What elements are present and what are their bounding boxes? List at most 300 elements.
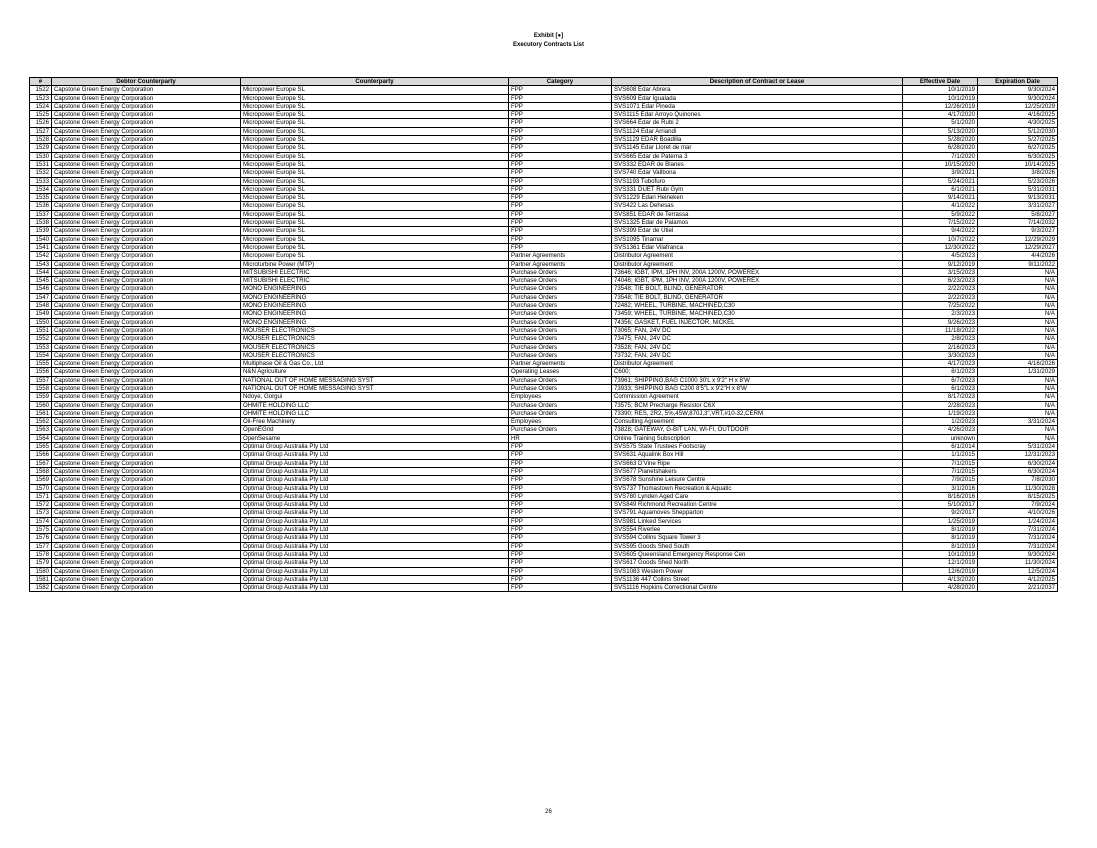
cell-effective-date: 3/1/2016: [903, 484, 978, 492]
cell-expiration-date: 1/31/2029: [978, 368, 1058, 376]
cell-effective-date: 12/26/2019: [903, 102, 978, 110]
cell-description: SVS851 EDAR de Terrassa: [612, 210, 903, 218]
cell-description: SVS594 Collins Square Tower 3: [612, 534, 903, 542]
cell-category: FPP: [509, 127, 612, 135]
cell-description: SVS1145 Edar Lloret de mar: [612, 144, 903, 152]
cell-effective-date: 8/1/2019: [903, 526, 978, 534]
table-row: [30, 127, 1058, 135]
cell-counterparty: Optimal Group Australia Pty Ltd: [241, 451, 509, 459]
table-row: [30, 418, 1058, 426]
cell-debtor-counterparty: Capstone Green Energy Corporation: [52, 517, 241, 525]
cell-category: FPP: [509, 509, 612, 517]
cell-debtor-counterparty: Capstone Green Energy Corporation: [52, 335, 241, 343]
cell-expiration-date: N/A: [978, 302, 1058, 310]
page-number: 26: [545, 809, 552, 815]
cell-effective-date: 5/10/2017: [903, 501, 978, 509]
cell-counterparty: Optimal Group Australia Pty Ltd: [241, 467, 509, 475]
cell-category: HR: [509, 434, 612, 442]
cell-expiration-date: 5/31/2024: [978, 443, 1058, 451]
cell-category: Employees: [509, 393, 612, 401]
cell-effective-date: 9/12/2019: [903, 260, 978, 268]
cell-index: 1558: [30, 384, 52, 392]
cell-debtor-counterparty: Capstone Green Energy Corporation: [52, 268, 241, 276]
cell-debtor-counterparty: Capstone Green Energy Corporation: [52, 102, 241, 110]
table-row: [30, 219, 1058, 227]
document-title: Exhibit [●]: [533, 33, 564, 39]
cell-expiration-date: N/A: [978, 376, 1058, 384]
cell-index: 1564: [30, 434, 52, 442]
cell-counterparty: Optimal Group Australia Pty Ltd: [241, 534, 509, 542]
table-header-row: [30, 78, 1058, 86]
cell-expiration-date: 5/27/2025: [978, 136, 1058, 144]
cell-category: FPP: [509, 517, 612, 525]
table-row: [30, 285, 1058, 293]
cell-category: FPP: [509, 467, 612, 475]
cell-effective-date: 1/1/2015: [903, 451, 978, 459]
cell-counterparty: Micropower Europe SL: [241, 210, 509, 218]
cell-index: 1556: [30, 368, 52, 376]
cell-index: 1527: [30, 127, 52, 135]
cell-counterparty: OpenEGrid: [241, 426, 509, 434]
cell-effective-date: 8/16/2016: [903, 492, 978, 500]
cell-counterparty: MITSUBISHI ELECTRIC: [241, 268, 509, 276]
cell-description: Commission Agreement: [612, 393, 903, 401]
cell-description: Distributor Agreement: [612, 360, 903, 368]
cell-debtor-counterparty: Capstone Green Energy Corporation: [52, 509, 241, 517]
cell-category: FPP: [509, 484, 612, 492]
cell-description: SVS595 Goods Shed South: [612, 542, 903, 550]
cell-counterparty: Optimal Group Australia Pty Ltd: [241, 509, 509, 517]
cell-effective-date: 8/1/2023: [903, 368, 978, 376]
cell-effective-date: 9/14/2021: [903, 194, 978, 202]
table-row: [30, 401, 1058, 409]
table-row: [30, 86, 1058, 94]
cell-expiration-date: 7/31/2024: [978, 542, 1058, 550]
cell-effective-date: 2/22/2023: [903, 285, 978, 293]
cell-counterparty: Micropower Europe SL: [241, 169, 509, 177]
cell-counterparty: Micropower Europe SL: [241, 177, 509, 185]
cell-description: Online Training Subscription: [612, 434, 903, 442]
cell-description: SVS1115 Edar Arroyo Quinones: [612, 111, 903, 119]
cell-description: 74046; IGBT, IPM, 1PH INV, 200A 1200V, POWEREX: [612, 277, 903, 285]
cell-effective-date: 7/1/2015: [903, 467, 978, 475]
cell-category: FPP: [509, 202, 612, 210]
table-row: [30, 293, 1058, 301]
cell-description: SVS554 Riverlee: [612, 526, 903, 534]
cell-description: SVS849 Richmond Recreation Centre: [612, 501, 903, 509]
cell-description: SVS1193 Tubofuro: [612, 177, 903, 185]
table-row: [30, 476, 1058, 484]
cell-category: FPP: [509, 160, 612, 168]
cell-index: 1554: [30, 351, 52, 359]
cell-expiration-date: N/A: [978, 326, 1058, 334]
cell-index: 1573: [30, 509, 52, 517]
cell-index: 1528: [30, 136, 52, 144]
table-row: [30, 484, 1058, 492]
table-row: [30, 343, 1058, 351]
cell-counterparty: Optimal Group Australia Pty Ltd: [241, 550, 509, 558]
cell-effective-date: 1/2/2023: [903, 418, 978, 426]
table-row: [30, 467, 1058, 475]
cell-index: 1526: [30, 119, 52, 127]
cell-effective-date: 9/4/2022: [903, 227, 978, 235]
cell-counterparty: Optimal Group Australia Pty Ltd: [241, 542, 509, 550]
cell-expiration-date: N/A: [978, 393, 1058, 401]
cell-effective-date: 8/1/2019: [903, 534, 978, 542]
cell-description: SVS981 Linked Services: [612, 517, 903, 525]
cell-index: 1534: [30, 185, 52, 193]
table-row: [30, 434, 1058, 442]
cell-category: FPP: [509, 492, 612, 500]
cell-counterparty: Micropower Europe SL: [241, 185, 509, 193]
cell-counterparty: OpenSesame: [241, 434, 509, 442]
cell-debtor-counterparty: Capstone Green Energy Corporation: [52, 326, 241, 334]
cell-debtor-counterparty: Capstone Green Energy Corporation: [52, 194, 241, 202]
cell-debtor-counterparty: Capstone Green Energy Corporation: [52, 426, 241, 434]
cell-index: 1580: [30, 567, 52, 575]
cell-expiration-date: 10/14/2025: [978, 160, 1058, 168]
cell-description: SVS608 Edar Abrera: [612, 86, 903, 94]
cell-description: 73732; FAN, 24V DC: [612, 351, 903, 359]
cell-index: 1524: [30, 102, 52, 110]
table-row: [30, 534, 1058, 542]
cell-description: SVS780 Lynden Aged Care: [612, 492, 903, 500]
cell-index: 1548: [30, 302, 52, 310]
cell-index: 1550: [30, 318, 52, 326]
cell-counterparty: Optimal Group Australia Pty Ltd: [241, 559, 509, 567]
cell-category: FPP: [509, 185, 612, 193]
cell-index: 1537: [30, 210, 52, 218]
column-header-counterparty: Counterparty: [241, 78, 509, 86]
cell-debtor-counterparty: Capstone Green Energy Corporation: [52, 492, 241, 500]
cell-description: 73548; TIE BOLT, BLIND, GENERATOR: [612, 285, 903, 293]
cell-debtor-counterparty: Capstone Green Energy Corporation: [52, 227, 241, 235]
cell-category: FPP: [509, 119, 612, 127]
cell-category: FPP: [509, 243, 612, 251]
cell-description: Distributor Agreement: [612, 260, 903, 268]
cell-effective-date: 12/1/2019: [903, 559, 978, 567]
cell-counterparty: MOUSER ELECTRONICS: [241, 335, 509, 343]
cell-index: 1569: [30, 476, 52, 484]
cell-index: 1533: [30, 177, 52, 185]
cell-counterparty: Micropower Europe SL: [241, 111, 509, 119]
cell-category: Purchase Orders: [509, 277, 612, 285]
cell-description: SVS575 State Trustees Footscray: [612, 443, 903, 451]
cell-debtor-counterparty: Capstone Green Energy Corporation: [52, 86, 241, 94]
cell-description: SVS617 Goods Shed North: [612, 559, 903, 567]
cell-debtor-counterparty: Capstone Green Energy Corporation: [52, 177, 241, 185]
table-row: [30, 310, 1058, 318]
cell-expiration-date: 6/30/2025: [978, 152, 1058, 160]
cell-expiration-date: 5/12/2030: [978, 127, 1058, 135]
cell-description: SVS677 Planetshakers: [612, 467, 903, 475]
cell-description: 73528; FAN, 24V DC: [612, 343, 903, 351]
cell-counterparty: MONO ENGINEERING: [241, 318, 509, 326]
cell-counterparty: MONO ENGINEERING: [241, 293, 509, 301]
cell-debtor-counterparty: Capstone Green Energy Corporation: [52, 459, 241, 467]
cell-category: Purchase Orders: [509, 318, 612, 326]
cell-effective-date: 6/1/2021: [903, 185, 978, 193]
cell-counterparty: Micropower Europe SL: [241, 152, 509, 160]
table-row: [30, 102, 1058, 110]
cell-expiration-date: 12/25/2029: [978, 102, 1058, 110]
cell-expiration-date: 4/12/2025: [978, 575, 1058, 583]
cell-effective-date: 5/28/2020: [903, 136, 978, 144]
cell-expiration-date: 5/23/2026: [978, 177, 1058, 185]
cell-debtor-counterparty: Capstone Green Energy Corporation: [52, 559, 241, 567]
cell-category: Partner Agreements: [509, 260, 612, 268]
cell-expiration-date: 12/29/2029: [978, 235, 1058, 243]
cell-counterparty: NATIONAL OUT OF HOME MESSAGING SYST: [241, 376, 509, 384]
cell-debtor-counterparty: Capstone Green Energy Corporation: [52, 302, 241, 310]
cell-description: SVS1325 Edar de Palamos: [612, 219, 903, 227]
cell-counterparty: Micropower Europe SL: [241, 219, 509, 227]
cell-expiration-date: N/A: [978, 335, 1058, 343]
cell-counterparty: MOUSER ELECTRONICS: [241, 343, 509, 351]
cell-counterparty: Micropower Europe SL: [241, 86, 509, 94]
cell-description: 73933; SHIPPING BAG C200 8'5"L x 9'2"H x 8'W: [612, 384, 903, 392]
cell-effective-date: 6/1/2014: [903, 443, 978, 451]
cell-expiration-date: 2/21/2037: [978, 584, 1058, 592]
table-row: [30, 227, 1058, 235]
cell-description: SVS1071 Edar Pineda: [612, 102, 903, 110]
table-row: [30, 393, 1058, 401]
cell-counterparty: Optimal Group Australia Pty Ltd: [241, 476, 509, 484]
cell-index: 1557: [30, 376, 52, 384]
cell-counterparty: Microturbine Power (MTP): [241, 260, 509, 268]
cell-debtor-counterparty: Capstone Green Energy Corporation: [52, 401, 241, 409]
cell-effective-date: 2/22/2023: [903, 293, 978, 301]
cell-index: 1551: [30, 326, 52, 334]
cell-category: Partner Agreements: [509, 252, 612, 260]
cell-description: Consulting Agreement: [612, 418, 903, 426]
cell-expiration-date: 9/11/2022: [978, 260, 1058, 268]
cell-description: SVS332 EDAR de Blanes: [612, 160, 903, 168]
cell-index: 1543: [30, 260, 52, 268]
table-row: [30, 169, 1058, 177]
cell-effective-date: 9/2/2017: [903, 509, 978, 517]
table-row: [30, 526, 1058, 534]
cell-category: FPP: [509, 169, 612, 177]
cell-debtor-counterparty: Capstone Green Energy Corporation: [52, 285, 241, 293]
cell-effective-date: 4/13/2020: [903, 575, 978, 583]
cell-expiration-date: 9/30/2024: [978, 86, 1058, 94]
cell-category: FPP: [509, 550, 612, 558]
cell-expiration-date: 7/14/2032: [978, 219, 1058, 227]
cell-effective-date: 1/25/2019: [903, 517, 978, 525]
cell-debtor-counterparty: Capstone Green Energy Corporation: [52, 185, 241, 193]
cell-expiration-date: N/A: [978, 401, 1058, 409]
table-row: [30, 575, 1058, 583]
cell-counterparty: Micropower Europe SL: [241, 144, 509, 152]
cell-counterparty: Micropower Europe SL: [241, 252, 509, 260]
cell-debtor-counterparty: Capstone Green Energy Corporation: [52, 260, 241, 268]
cell-counterparty: Micropower Europe SL: [241, 243, 509, 251]
cell-debtor-counterparty: Capstone Green Energy Corporation: [52, 501, 241, 509]
cell-effective-date: 5/24/2021: [903, 177, 978, 185]
cell-index: 1538: [30, 219, 52, 227]
cell-debtor-counterparty: Capstone Green Energy Corporation: [52, 567, 241, 575]
cell-description: SVS791 Aquamoves Shepparton: [612, 509, 903, 517]
table-row: [30, 144, 1058, 152]
cell-debtor-counterparty: Capstone Green Energy Corporation: [52, 351, 241, 359]
cell-expiration-date: N/A: [978, 277, 1058, 285]
cell-debtor-counterparty: Capstone Green Energy Corporation: [52, 310, 241, 318]
cell-effective-date: 3/30/2023: [903, 351, 978, 359]
cell-index: 1539: [30, 227, 52, 235]
cell-description: SVS609 Edar Igualada: [612, 94, 903, 102]
cell-category: Purchase Orders: [509, 310, 612, 318]
cell-category: FPP: [509, 534, 612, 542]
cell-effective-date: 4/1/2022: [903, 202, 978, 210]
cell-expiration-date: N/A: [978, 426, 1058, 434]
cell-expiration-date: 12/5/2024: [978, 567, 1058, 575]
cell-effective-date: 10/1/2019: [903, 94, 978, 102]
cell-category: Purchase Orders: [509, 343, 612, 351]
cell-description: SVS1136 447 Collins Street: [612, 575, 903, 583]
cell-debtor-counterparty: Capstone Green Energy Corporation: [52, 219, 241, 227]
cell-debtor-counterparty: Capstone Green Energy Corporation: [52, 343, 241, 351]
cell-effective-date: unknown: [903, 434, 978, 442]
table-row: [30, 160, 1058, 168]
table-row: [30, 318, 1058, 326]
cell-index: 1540: [30, 235, 52, 243]
cell-description: 72482; WHEEL, TURBINE, MACHINED,C30: [612, 302, 903, 310]
cell-description: SVS665 Edar de Paterna 3: [612, 152, 903, 160]
table-row: [30, 268, 1058, 276]
cell-category: FPP: [509, 575, 612, 583]
table-row: [30, 335, 1058, 343]
cell-effective-date: 4/5/2023: [903, 252, 978, 260]
cell-debtor-counterparty: Capstone Green Energy Corporation: [52, 293, 241, 301]
cell-expiration-date: 4/4/2026: [978, 252, 1058, 260]
cell-debtor-counterparty: Capstone Green Energy Corporation: [52, 434, 241, 442]
cell-index: 1571: [30, 492, 52, 500]
cell-description: SVS1129 EDAR Boadilla: [612, 136, 903, 144]
cell-debtor-counterparty: Capstone Green Energy Corporation: [52, 136, 241, 144]
column-header-debtor-counterparty: Debtor Counterparty: [52, 78, 241, 86]
cell-effective-date: 7/15/2022: [903, 219, 978, 227]
cell-counterparty: Micropower Europe SL: [241, 127, 509, 135]
cell-expiration-date: 3/8/2026: [978, 169, 1058, 177]
cell-description: 73065; FAN, 24V DC: [612, 326, 903, 334]
table-row: [30, 185, 1058, 193]
table-body: [30, 86, 1058, 592]
cell-counterparty: Micropower Europe SL: [241, 202, 509, 210]
cell-expiration-date: N/A: [978, 310, 1058, 318]
cell-expiration-date: 11/30/2028: [978, 484, 1058, 492]
cell-category: FPP: [509, 210, 612, 218]
cell-effective-date: 4/17/2020: [903, 111, 978, 119]
cell-index: 1570: [30, 484, 52, 492]
cell-counterparty: Optimal Group Australia Pty Ltd: [241, 517, 509, 525]
cell-expiration-date: N/A: [978, 293, 1058, 301]
cell-category: Purchase Orders: [509, 426, 612, 434]
cell-category: Purchase Orders: [509, 285, 612, 293]
column-header-category: Category: [509, 78, 612, 86]
cell-effective-date: 6/7/2023: [903, 376, 978, 384]
cell-description: SVS631 Aqualink Box Hill: [612, 451, 903, 459]
cell-category: Operating Leases: [509, 368, 612, 376]
table-row: [30, 252, 1058, 260]
cell-expiration-date: N/A: [978, 318, 1058, 326]
table-row: [30, 152, 1058, 160]
document-subtitle: Executory Contracts List: [512, 42, 585, 48]
cell-effective-date: 1/19/2023: [903, 409, 978, 417]
cell-debtor-counterparty: Capstone Green Energy Corporation: [52, 160, 241, 168]
cell-counterparty: OHMITE HOLDING LLC: [241, 409, 509, 417]
cell-counterparty: MONO ENGINEERING: [241, 310, 509, 318]
cell-counterparty: Micropower Europe SL: [241, 119, 509, 127]
table-row: [30, 177, 1058, 185]
cell-counterparty: MONO ENGINEERING: [241, 285, 509, 293]
cell-description: SVS1083 Western Power: [612, 567, 903, 575]
table-row: [30, 550, 1058, 558]
cell-category: FPP: [509, 219, 612, 227]
cell-expiration-date: N/A: [978, 351, 1058, 359]
cell-counterparty: N&N Agriculture: [241, 368, 509, 376]
cell-counterparty: OHMITE HOLDING LLC: [241, 401, 509, 409]
cell-category: FPP: [509, 526, 612, 534]
cell-effective-date: 7/9/2015: [903, 476, 978, 484]
cell-debtor-counterparty: Capstone Green Energy Corporation: [52, 318, 241, 326]
cell-category: Purchase Orders: [509, 326, 612, 334]
cell-effective-date: 8/17/2023: [903, 393, 978, 401]
table-row: [30, 194, 1058, 202]
cell-category: FPP: [509, 111, 612, 119]
cell-counterparty: NATIONAL OUT OF HOME MESSAGING SYST: [241, 384, 509, 392]
table-row: [30, 360, 1058, 368]
cell-expiration-date: N/A: [978, 343, 1058, 351]
table-row: [30, 326, 1058, 334]
cell-expiration-date: 9/30/2024: [978, 94, 1058, 102]
cell-expiration-date: N/A: [978, 268, 1058, 276]
cell-effective-date: 4/17/2023: [903, 360, 978, 368]
cell-counterparty: Optimal Group Australia Pty Ltd: [241, 443, 509, 451]
cell-debtor-counterparty: Capstone Green Energy Corporation: [52, 542, 241, 550]
cell-effective-date: 9/26/2023: [903, 318, 978, 326]
cell-description: 73961; SHIPPING,BAG C1000 30'L x 9'2" H x 8'W: [612, 376, 903, 384]
cell-effective-date: 7/25/2022: [903, 302, 978, 310]
cell-effective-date: 10/1/2019: [903, 550, 978, 558]
cell-effective-date: 12/6/2019: [903, 567, 978, 575]
cell-index: 1560: [30, 401, 52, 409]
cell-debtor-counterparty: Capstone Green Energy Corporation: [52, 443, 241, 451]
cell-effective-date: 3/15/2023: [903, 268, 978, 276]
cell-index: 1576: [30, 534, 52, 542]
table-row: [30, 384, 1058, 392]
cell-category: FPP: [509, 177, 612, 185]
cell-expiration-date: 6/30/2024: [978, 459, 1058, 467]
cell-counterparty: Optimal Group Australia Pty Ltd: [241, 459, 509, 467]
cell-description: SVS1229 Edari Heineken: [612, 194, 903, 202]
cell-category: FPP: [509, 459, 612, 467]
cell-index: 1563: [30, 426, 52, 434]
table-row: [30, 235, 1058, 243]
cell-index: 1553: [30, 343, 52, 351]
cell-debtor-counterparty: Capstone Green Energy Corporation: [52, 584, 241, 592]
table-row: [30, 94, 1058, 102]
cell-effective-date: 5/13/2020: [903, 127, 978, 135]
cell-description: SVS605 Queensland Emergency Response Cen: [612, 550, 903, 558]
cell-debtor-counterparty: Capstone Green Energy Corporation: [52, 451, 241, 459]
cell-expiration-date: N/A: [978, 384, 1058, 392]
cell-index: 1547: [30, 293, 52, 301]
cell-effective-date: 11/18/2022: [903, 326, 978, 334]
cell-description: 73646; IGBT, IPM, 1PH INV, 200A 1200V, POWEREX: [612, 268, 903, 276]
table-row: [30, 559, 1058, 567]
cell-debtor-counterparty: Capstone Green Energy Corporation: [52, 360, 241, 368]
